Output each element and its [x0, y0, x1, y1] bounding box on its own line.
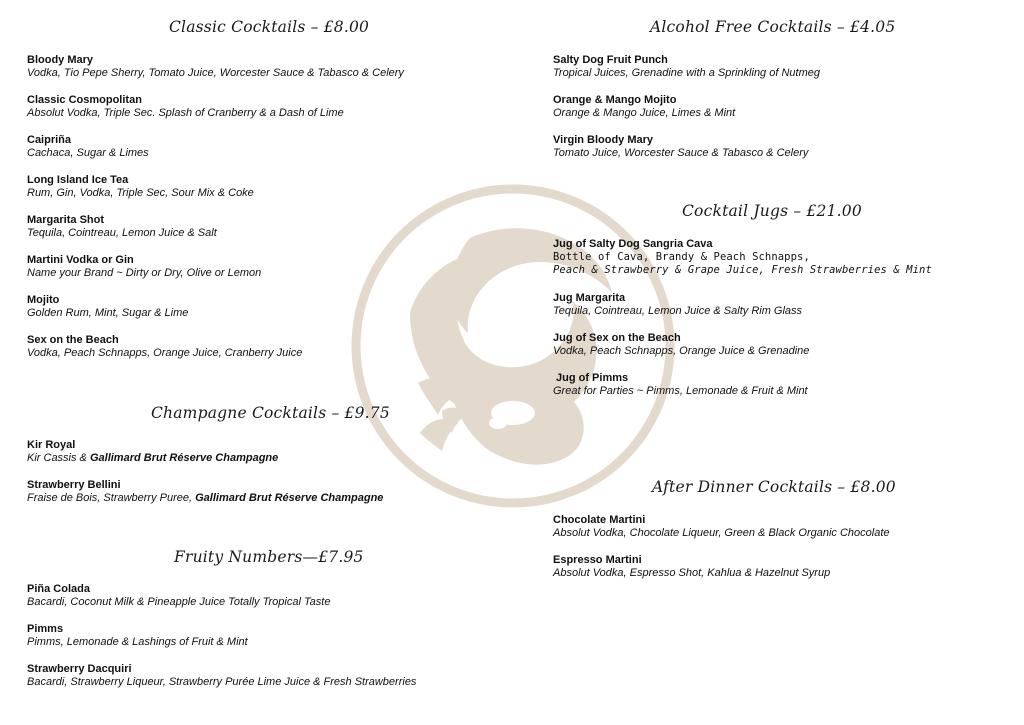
item-description: Vodka, Tio Pepe Sherry, Tomato Juice, Worcester Sauce & Tabasco & Celery: [27, 67, 404, 79]
section-heading: Cocktail Jugs – £21.00: [682, 202, 862, 220]
item-description-line: Peach & Strawberry & Grape Juice, Fresh Strawberries & Mint: [553, 264, 932, 276]
item-name: Long Island Ice Tea: [27, 174, 129, 186]
item-name: Margarita Shot: [27, 214, 105, 226]
menu-item: [553, 94, 993, 134]
item-description: Name your Brand ~ Dirty or Dry, Olive or Lemon: [27, 267, 262, 279]
menu-item: [27, 214, 497, 254]
menu-item: [27, 94, 497, 134]
champagne-cocktails-section: [27, 402, 497, 424]
menu-item: [27, 294, 497, 334]
after-dinner-section: [553, 476, 993, 498]
item-name: Jug of Pimms: [556, 372, 629, 384]
menu-item: [553, 54, 993, 94]
item-name: Classic Cosmopolitan: [27, 94, 142, 106]
item-description: Bacardi, Strawberry Liqueur, Strawberry Purée Lime Juice & Fresh Strawberries: [27, 676, 417, 688]
item-description: Pimms, Lemonade & Lashings of Fruit & Mint: [27, 636, 248, 648]
item-description: Vodka, Peach Schnapps, Orange Juice, Cranberry Juice: [27, 347, 303, 359]
item-description: Fraise de Bois, Strawberry Puree, Gallimard Brut Réserve Champagne: [27, 492, 384, 504]
champagne-cocktails-list: [27, 439, 497, 519]
item-description: Rum, Gin, Vodka, Triple Sec, Sour Mix & Coke: [27, 187, 254, 199]
section-heading: Classic Cocktails – £8.00: [169, 18, 370, 36]
item-description: Tequila, Cointreau, Lemon Juice & Salt: [27, 227, 217, 239]
item-name: Jug of Sex on the Beach: [553, 332, 681, 344]
item-description: Kir Cassis & Gallimard Brut Réserve Champagne: [27, 452, 279, 464]
item-name: Jug Margarita: [553, 292, 626, 304]
menu-item: [27, 254, 497, 294]
fruity-numbers-section: [27, 546, 497, 568]
item-name: Kir Royal: [27, 439, 76, 451]
menu-item: [27, 54, 497, 94]
menu-item: [553, 134, 993, 174]
menu-item: [27, 439, 497, 479]
section-heading: Fruity Numbers—£7.95: [174, 548, 364, 566]
item-description: Bacardi, Coconut Milk & Pineapple Juice Totally Tropical Taste: [27, 596, 331, 608]
section-heading: Alcohol Free Cocktails – £4.05: [650, 18, 896, 36]
item-name: Sex on the Beach: [27, 334, 119, 346]
item-name: Jug of Salty Dog Sangria Cava: [553, 238, 713, 250]
item-name: Espresso Martini: [553, 554, 642, 566]
item-name: Martini Vodka or Gin: [27, 254, 134, 266]
item-description: Vodka, Peach Schnapps, Orange Juice & Grenadine: [553, 345, 810, 357]
section-heading: After Dinner Cocktails – £8.00: [652, 478, 896, 496]
after-dinner-list: [553, 514, 993, 594]
item-name: Salty Dog Fruit Punch: [553, 54, 668, 66]
item-name: Orange & Mango Mojito: [553, 94, 677, 106]
menu-item: [553, 372, 993, 412]
item-name: Piña Colada: [27, 583, 90, 595]
classic-cocktails-section: [27, 16, 497, 38]
alcohol-free-list: [553, 54, 993, 174]
item-name: Strawberry Bellini: [27, 479, 121, 491]
item-description: Tomato Juice, Worcester Sauce & Tabasco & Celery: [553, 147, 809, 159]
item-description: Great for Parties ~ Pimms, Lemonade & Fruit & Mint: [553, 385, 808, 397]
fruity-numbers-list: [27, 583, 497, 703]
item-description-line: Bottle of Cava, Brandy & Peach Schnapps,: [553, 251, 810, 263]
item-name: Chocolate Martini: [553, 514, 646, 526]
cocktail-jugs-list: [553, 238, 993, 412]
menu-item: [27, 334, 497, 374]
item-name: Caipriña: [27, 134, 72, 146]
menu-item: [27, 583, 497, 623]
item-name: Bloody Mary: [27, 54, 94, 66]
menu-item: [27, 623, 497, 663]
item-description: Cachaca, Sugar & Limes: [27, 147, 149, 159]
menu-item: [27, 174, 497, 214]
cocktail-jugs-section: [553, 200, 993, 222]
menu-item: [553, 292, 993, 332]
alcohol-free-section: [553, 16, 993, 38]
menu-item: [553, 514, 993, 554]
menu-item: [27, 663, 497, 703]
menu-item: [553, 238, 993, 292]
item-description: Orange & Mango Juice, Limes & Mint: [553, 107, 736, 119]
item-description: Golden Rum, Mint, Sugar & Lime: [27, 307, 189, 319]
item-name: Strawberry Dacquiri: [27, 663, 132, 675]
item-description: Tequila, Cointreau, Lemon Juice & Salty Rim Glass: [553, 305, 803, 317]
item-description: Tropical Juices, Grenadine with a Sprinkling of Nutmeg: [553, 67, 820, 79]
item-name: Virgin Bloody Mary: [553, 134, 654, 146]
item-description: Absolut Vodka, Espresso Shot, Kahlua & Hazelnut Syrup: [553, 567, 831, 579]
item-name: Mojito: [27, 294, 60, 306]
classic-cocktails-list: [27, 54, 497, 374]
menu-item: [553, 554, 993, 594]
menu-item: [27, 134, 497, 174]
menu-item: [27, 479, 497, 519]
item-description: Absolut Vodka, Triple Sec. Splash of Cranberry & a Dash of Lime: [27, 107, 344, 119]
item-description: Absolut Vodka, Chocolate Liqueur, Green & Black Organic Chocolate: [553, 527, 890, 539]
menu-item: [553, 332, 993, 372]
section-heading: Champagne Cocktails – £9.75: [151, 404, 390, 422]
item-name: Pimms: [27, 623, 64, 635]
